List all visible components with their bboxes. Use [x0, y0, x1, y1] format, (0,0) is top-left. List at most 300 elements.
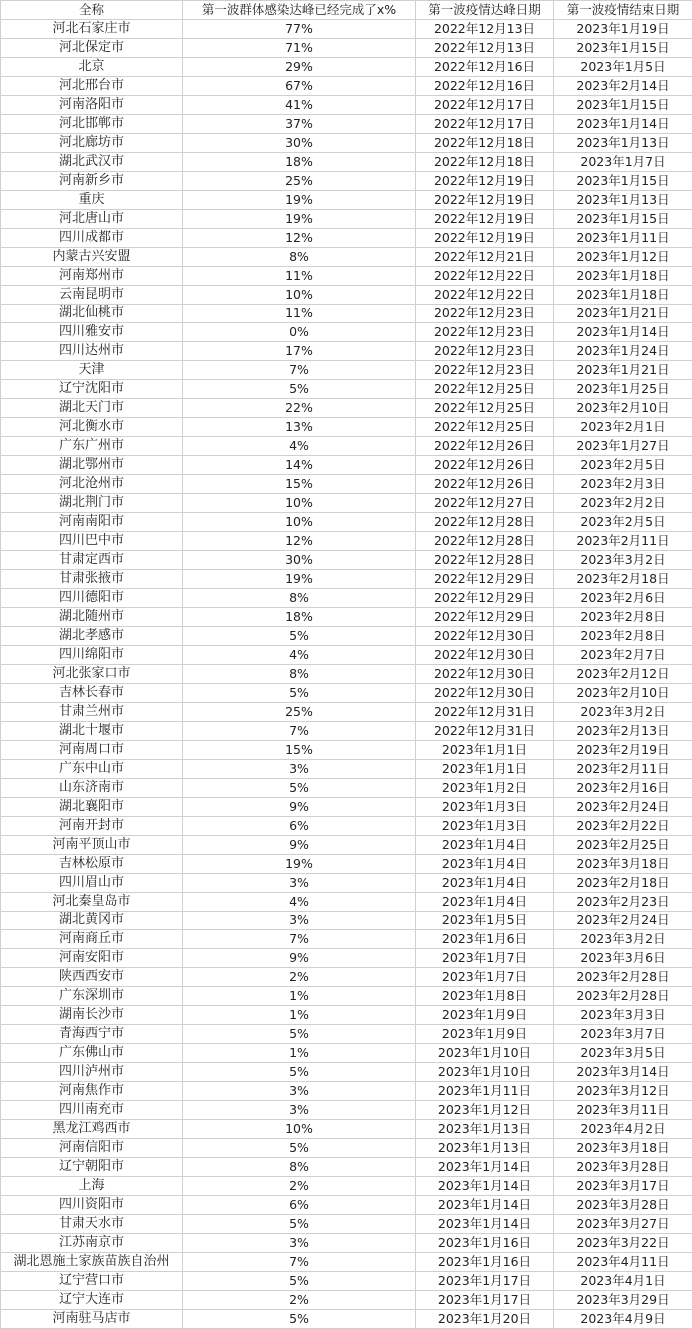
cell-name: 四川成都市	[1, 228, 183, 247]
cell-end-date: 2023年1月18日	[554, 285, 692, 304]
cell-peak-date: 2022年12月22日	[416, 285, 554, 304]
cell-percent: 5%	[183, 1215, 416, 1234]
cell-peak-date: 2022年12月17日	[416, 95, 554, 114]
cell-name: 湖北鄂州市	[1, 456, 183, 475]
cell-percent: 4%	[183, 892, 416, 911]
table-row	[1, 1082, 692, 1101]
table-row	[1, 1120, 692, 1139]
table-row	[1, 1158, 692, 1177]
cell-peak-date: 2023年1月14日	[416, 1177, 554, 1196]
cell-end-date: 2023年2月11日	[554, 759, 692, 778]
cell-end-date: 2023年2月8日	[554, 608, 692, 627]
table-row	[1, 114, 692, 133]
cell-percent: 14%	[183, 456, 416, 475]
table-row	[1, 1196, 692, 1215]
cell-end-date: 2023年3月6日	[554, 949, 692, 968]
table-row	[1, 759, 692, 778]
cell-name: 四川达州市	[1, 342, 183, 361]
cell-peak-date: 2023年1月17日	[416, 1290, 554, 1309]
cell-percent: 9%	[183, 949, 416, 968]
cell-end-date: 2023年1月19日	[554, 19, 692, 38]
table-row	[1, 608, 692, 627]
cell-peak-date: 2022年12月25日	[416, 399, 554, 418]
cell-name: 河北秦皇岛市	[1, 892, 183, 911]
cell-percent: 1%	[183, 987, 416, 1006]
cell-percent: 71%	[183, 38, 416, 57]
cell-end-date: 2023年2月18日	[554, 873, 692, 892]
table-row	[1, 1233, 692, 1252]
cell-percent: 5%	[183, 683, 416, 702]
cell-name: 河北沧州市	[1, 475, 183, 494]
cell-name: 四川资阳市	[1, 1196, 183, 1215]
cell-name: 甘肃张掖市	[1, 570, 183, 589]
cell-percent: 3%	[183, 1101, 416, 1120]
cell-percent: 19%	[183, 209, 416, 228]
cell-name: 湖北襄阳市	[1, 797, 183, 816]
cell-end-date: 2023年1月11日	[554, 228, 692, 247]
cell-name: 河南驻马店市	[1, 1309, 183, 1328]
table-row	[1, 456, 692, 475]
cell-peak-date: 2023年1月1日	[416, 759, 554, 778]
table-row	[1, 494, 692, 513]
table-row	[1, 1025, 692, 1044]
cell-percent: 15%	[183, 740, 416, 759]
cell-percent: 8%	[183, 1158, 416, 1177]
table-row	[1, 152, 692, 171]
table-row	[1, 1177, 692, 1196]
cell-percent: 11%	[183, 304, 416, 323]
cell-name: 河北廊坊市	[1, 133, 183, 152]
cell-end-date: 2023年2月22日	[554, 816, 692, 835]
cell-name: 河南安阳市	[1, 949, 183, 968]
cell-end-date: 2023年2月1日	[554, 418, 692, 437]
cell-end-date: 2023年1月15日	[554, 171, 692, 190]
table-row	[1, 873, 692, 892]
cell-end-date: 2023年3月14日	[554, 1063, 692, 1082]
cell-percent: 9%	[183, 835, 416, 854]
cell-percent: 4%	[183, 437, 416, 456]
table-row	[1, 645, 692, 664]
cell-end-date: 2023年2月5日	[554, 456, 692, 475]
cell-percent: 8%	[183, 664, 416, 683]
cell-name: 湖北武汉市	[1, 152, 183, 171]
cell-name: 上海	[1, 1177, 183, 1196]
cell-percent: 25%	[183, 171, 416, 190]
table-row	[1, 228, 692, 247]
table-row	[1, 551, 692, 570]
cell-end-date: 2023年1月13日	[554, 133, 692, 152]
cell-name: 河北保定市	[1, 38, 183, 57]
cell-percent: 19%	[183, 854, 416, 873]
cell-end-date: 2023年1月15日	[554, 209, 692, 228]
cell-percent: 37%	[183, 114, 416, 133]
cell-name: 河北衡水市	[1, 418, 183, 437]
cell-peak-date: 2023年1月17日	[416, 1271, 554, 1290]
table-row	[1, 1006, 692, 1025]
cell-percent: 0%	[183, 323, 416, 342]
cell-end-date: 2023年4月11日	[554, 1252, 692, 1271]
header-percent: 第一波群体感染达峰已经完成了x%	[183, 1, 416, 20]
cell-percent: 5%	[183, 626, 416, 645]
cell-peak-date: 2022年12月30日	[416, 645, 554, 664]
cell-name: 河南洛阳市	[1, 95, 183, 114]
cell-name: 河北邢台市	[1, 76, 183, 95]
cell-name: 广东深圳市	[1, 987, 183, 1006]
cell-peak-date: 2022年12月27日	[416, 494, 554, 513]
table-row	[1, 740, 692, 759]
cell-peak-date: 2022年12月16日	[416, 76, 554, 95]
cell-end-date: 2023年3月18日	[554, 1139, 692, 1158]
cell-percent: 5%	[183, 1271, 416, 1290]
cell-peak-date: 2023年1月5日	[416, 911, 554, 930]
cell-peak-date: 2022年12月19日	[416, 190, 554, 209]
cell-percent: 7%	[183, 930, 416, 949]
cell-name: 河北唐山市	[1, 209, 183, 228]
cell-percent: 18%	[183, 608, 416, 627]
cell-peak-date: 2022年12月17日	[416, 114, 554, 133]
cell-percent: 10%	[183, 285, 416, 304]
cell-percent: 8%	[183, 589, 416, 608]
cell-percent: 2%	[183, 968, 416, 987]
table-row	[1, 133, 692, 152]
table-row	[1, 702, 692, 721]
cell-name: 四川泸州市	[1, 1063, 183, 1082]
cell-peak-date: 2022年12月21日	[416, 247, 554, 266]
cell-percent: 30%	[183, 133, 416, 152]
cell-peak-date: 2023年1月12日	[416, 1101, 554, 1120]
table-row	[1, 95, 692, 114]
cell-end-date: 2023年2月5日	[554, 513, 692, 532]
cell-name: 北京	[1, 57, 183, 76]
cell-name: 吉林长春市	[1, 683, 183, 702]
cell-peak-date: 2023年1月16日	[416, 1252, 554, 1271]
cell-end-date: 2023年1月15日	[554, 95, 692, 114]
table-row	[1, 1290, 692, 1309]
table-row	[1, 835, 692, 854]
table-row	[1, 987, 692, 1006]
cell-percent: 12%	[183, 532, 416, 551]
cell-end-date: 2023年2月28日	[554, 968, 692, 987]
cell-end-date: 2023年3月3日	[554, 1006, 692, 1025]
cell-peak-date: 2022年12月22日	[416, 266, 554, 285]
cell-name: 四川眉山市	[1, 873, 183, 892]
cell-percent: 19%	[183, 190, 416, 209]
cell-end-date: 2023年3月22日	[554, 1233, 692, 1252]
cell-peak-date: 2023年1月9日	[416, 1006, 554, 1025]
cell-peak-date: 2023年1月3日	[416, 816, 554, 835]
cell-end-date: 2023年2月19日	[554, 740, 692, 759]
cell-end-date: 2023年2月10日	[554, 683, 692, 702]
table-row	[1, 380, 692, 399]
cell-name: 辽宁营口市	[1, 1271, 183, 1290]
cell-percent: 6%	[183, 1196, 416, 1215]
cell-end-date: 2023年1月13日	[554, 190, 692, 209]
cell-percent: 19%	[183, 570, 416, 589]
table-row	[1, 1309, 692, 1328]
table-row	[1, 57, 692, 76]
cell-end-date: 2023年2月7日	[554, 645, 692, 664]
table-row	[1, 285, 692, 304]
cell-peak-date: 2022年12月19日	[416, 228, 554, 247]
cell-percent: 10%	[183, 1120, 416, 1139]
table-row	[1, 266, 692, 285]
cell-end-date: 2023年3月5日	[554, 1044, 692, 1063]
cell-end-date: 2023年2月12日	[554, 664, 692, 683]
cell-peak-date: 2023年1月9日	[416, 1025, 554, 1044]
cell-name: 湖北随州市	[1, 608, 183, 627]
cell-name: 湖北恩施土家族苗族自治州	[1, 1252, 183, 1271]
cell-name: 甘肃定西市	[1, 551, 183, 570]
table-row	[1, 323, 692, 342]
cell-percent: 8%	[183, 247, 416, 266]
cell-end-date: 2023年1月14日	[554, 323, 692, 342]
cell-name: 四川南充市	[1, 1101, 183, 1120]
cell-end-date: 2023年4月1日	[554, 1271, 692, 1290]
cell-end-date: 2023年2月13日	[554, 721, 692, 740]
cell-name: 辽宁沈阳市	[1, 380, 183, 399]
cell-peak-date: 2022年12月31日	[416, 702, 554, 721]
cell-percent: 22%	[183, 399, 416, 418]
cell-end-date: 2023年1月25日	[554, 380, 692, 399]
cell-percent: 17%	[183, 342, 416, 361]
cell-end-date: 2023年2月24日	[554, 911, 692, 930]
table-row	[1, 1044, 692, 1063]
table-row	[1, 1101, 692, 1120]
table-row	[1, 304, 692, 323]
cell-peak-date: 2022年12月30日	[416, 683, 554, 702]
table-row	[1, 76, 692, 95]
cell-name: 河南信阳市	[1, 1139, 183, 1158]
table-row	[1, 342, 692, 361]
table-row	[1, 38, 692, 57]
cell-percent: 1%	[183, 1006, 416, 1025]
cell-percent: 9%	[183, 797, 416, 816]
cell-percent: 1%	[183, 1044, 416, 1063]
cell-end-date: 2023年1月7日	[554, 152, 692, 171]
cell-peak-date: 2022年12月23日	[416, 361, 554, 380]
cell-peak-date: 2023年1月13日	[416, 1139, 554, 1158]
cell-percent: 3%	[183, 873, 416, 892]
cell-peak-date: 2023年1月4日	[416, 892, 554, 911]
cell-percent: 3%	[183, 1082, 416, 1101]
cell-end-date: 2023年4月2日	[554, 1120, 692, 1139]
header-name: 全称	[1, 1, 183, 20]
cell-name: 山东济南市	[1, 778, 183, 797]
cell-peak-date: 2023年1月14日	[416, 1158, 554, 1177]
cell-peak-date: 2022年12月13日	[416, 38, 554, 57]
cell-peak-date: 2023年1月10日	[416, 1044, 554, 1063]
cell-end-date: 2023年4月9日	[554, 1309, 692, 1328]
cell-end-date: 2023年2月25日	[554, 835, 692, 854]
table-row	[1, 797, 692, 816]
cell-percent: 2%	[183, 1177, 416, 1196]
cell-peak-date: 2022年12月23日	[416, 323, 554, 342]
cell-name: 河南南阳市	[1, 513, 183, 532]
cell-percent: 18%	[183, 152, 416, 171]
cell-percent: 5%	[183, 1025, 416, 1044]
cell-end-date: 2023年2月23日	[554, 892, 692, 911]
cell-end-date: 2023年3月12日	[554, 1082, 692, 1101]
cell-end-date: 2023年1月5日	[554, 57, 692, 76]
cell-peak-date: 2023年1月1日	[416, 740, 554, 759]
cell-peak-date: 2023年1月10日	[416, 1063, 554, 1082]
cell-peak-date: 2022年12月28日	[416, 551, 554, 570]
cell-end-date: 2023年3月2日	[554, 930, 692, 949]
cell-peak-date: 2022年12月26日	[416, 475, 554, 494]
table-row	[1, 589, 692, 608]
cell-name: 湖北孝感市	[1, 626, 183, 645]
cell-name: 湖北黄冈市	[1, 911, 183, 930]
cell-percent: 5%	[183, 1309, 416, 1328]
cell-name: 河北邯郸市	[1, 114, 183, 133]
cell-peak-date: 2023年1月7日	[416, 968, 554, 987]
cell-name: 吉林松原市	[1, 854, 183, 873]
cell-name: 青海西宁市	[1, 1025, 183, 1044]
cell-percent: 3%	[183, 1233, 416, 1252]
cell-peak-date: 2022年12月28日	[416, 513, 554, 532]
cell-name: 湖南长沙市	[1, 1006, 183, 1025]
cell-end-date: 2023年2月24日	[554, 797, 692, 816]
table-row	[1, 475, 692, 494]
cell-name: 甘肃兰州市	[1, 702, 183, 721]
cell-name: 河南商丘市	[1, 930, 183, 949]
table-row	[1, 190, 692, 209]
cell-name: 广东佛山市	[1, 1044, 183, 1063]
table-row	[1, 418, 692, 437]
cell-percent: 10%	[183, 513, 416, 532]
cell-name: 河南郑州市	[1, 266, 183, 285]
cell-peak-date: 2022年12月29日	[416, 589, 554, 608]
header-row	[1, 1, 692, 20]
cell-percent: 15%	[183, 475, 416, 494]
cell-peak-date: 2022年12月29日	[416, 608, 554, 627]
table-row	[1, 437, 692, 456]
cell-percent: 7%	[183, 1252, 416, 1271]
header-end-date: 第一波疫情结束日期	[554, 1, 692, 20]
cell-end-date: 2023年1月15日	[554, 38, 692, 57]
cell-end-date: 2023年3月28日	[554, 1196, 692, 1215]
cell-peak-date: 2022年12月16日	[416, 57, 554, 76]
cell-percent: 25%	[183, 702, 416, 721]
table-row	[1, 930, 692, 949]
cell-percent: 6%	[183, 816, 416, 835]
cell-percent: 13%	[183, 418, 416, 437]
table-row	[1, 247, 692, 266]
cell-percent: 5%	[183, 380, 416, 399]
table-row	[1, 513, 692, 532]
cell-end-date: 2023年1月21日	[554, 361, 692, 380]
table-row	[1, 532, 692, 551]
cell-percent: 29%	[183, 57, 416, 76]
table-row	[1, 949, 692, 968]
cell-percent: 41%	[183, 95, 416, 114]
cell-end-date: 2023年2月28日	[554, 987, 692, 1006]
cell-percent: 7%	[183, 361, 416, 380]
cell-name: 河北石家庄市	[1, 19, 183, 38]
cell-percent: 2%	[183, 1290, 416, 1309]
table-row	[1, 816, 692, 835]
cell-name: 湖北天门市	[1, 399, 183, 418]
cell-name: 河南新乡市	[1, 171, 183, 190]
table-row	[1, 854, 692, 873]
cell-peak-date: 2022年12月19日	[416, 209, 554, 228]
cell-percent: 5%	[183, 1139, 416, 1158]
cell-name: 黑龙江鸡西市	[1, 1120, 183, 1139]
cell-name: 辽宁朝阳市	[1, 1158, 183, 1177]
table-row	[1, 1063, 692, 1082]
cell-name: 辽宁大连市	[1, 1290, 183, 1309]
cell-name: 云南昆明市	[1, 285, 183, 304]
cell-name: 河南平顶山市	[1, 835, 183, 854]
cell-peak-date: 2022年12月30日	[416, 626, 554, 645]
cell-name: 重庆	[1, 190, 183, 209]
cell-percent: 77%	[183, 19, 416, 38]
cell-end-date: 2023年1月18日	[554, 266, 692, 285]
cell-percent: 30%	[183, 551, 416, 570]
cell-end-date: 2023年3月29日	[554, 1290, 692, 1309]
cell-name: 江苏南京市	[1, 1233, 183, 1252]
table-row	[1, 209, 692, 228]
cell-end-date: 2023年3月28日	[554, 1158, 692, 1177]
cell-end-date: 2023年3月11日	[554, 1101, 692, 1120]
table-row	[1, 911, 692, 930]
cell-name: 甘肃天水市	[1, 1215, 183, 1234]
cell-peak-date: 2023年1月20日	[416, 1309, 554, 1328]
table-body	[1, 19, 692, 1328]
table-row	[1, 399, 692, 418]
cell-end-date: 2023年1月12日	[554, 247, 692, 266]
cell-peak-date: 2022年12月28日	[416, 532, 554, 551]
cell-end-date: 2023年2月10日	[554, 399, 692, 418]
cell-peak-date: 2023年1月4日	[416, 835, 554, 854]
table-row	[1, 361, 692, 380]
cell-peak-date: 2022年12月19日	[416, 171, 554, 190]
cell-end-date: 2023年2月6日	[554, 589, 692, 608]
cell-peak-date: 2022年12月23日	[416, 304, 554, 323]
cell-peak-date: 2022年12月26日	[416, 437, 554, 456]
cell-peak-date: 2023年1月4日	[416, 873, 554, 892]
cell-percent: 11%	[183, 266, 416, 285]
cell-percent: 5%	[183, 778, 416, 797]
cell-name: 湖北十堰市	[1, 721, 183, 740]
cell-percent: 67%	[183, 76, 416, 95]
cell-peak-date: 2022年12月26日	[416, 456, 554, 475]
cell-peak-date: 2023年1月4日	[416, 854, 554, 873]
header-peak-date: 第一波疫情达峰日期	[416, 1, 554, 20]
cell-peak-date: 2022年12月31日	[416, 721, 554, 740]
cell-peak-date: 2022年12月29日	[416, 570, 554, 589]
cell-name: 湖北仙桃市	[1, 304, 183, 323]
cell-percent: 12%	[183, 228, 416, 247]
cell-percent: 3%	[183, 759, 416, 778]
cell-name: 四川绵阳市	[1, 645, 183, 664]
cell-name: 河南开封市	[1, 816, 183, 835]
cell-name: 河北张家口市	[1, 664, 183, 683]
table-row	[1, 171, 692, 190]
table-row	[1, 570, 692, 589]
cell-name: 湖北荆门市	[1, 494, 183, 513]
cell-name: 陕西西安市	[1, 968, 183, 987]
cell-name: 四川雅安市	[1, 323, 183, 342]
cell-peak-date: 2023年1月6日	[416, 930, 554, 949]
cell-name: 河南周口市	[1, 740, 183, 759]
cell-name: 四川德阳市	[1, 589, 183, 608]
cell-percent: 3%	[183, 911, 416, 930]
table-row	[1, 968, 692, 987]
cell-end-date: 2023年2月18日	[554, 570, 692, 589]
cell-peak-date: 2023年1月7日	[416, 949, 554, 968]
cell-percent: 5%	[183, 1063, 416, 1082]
